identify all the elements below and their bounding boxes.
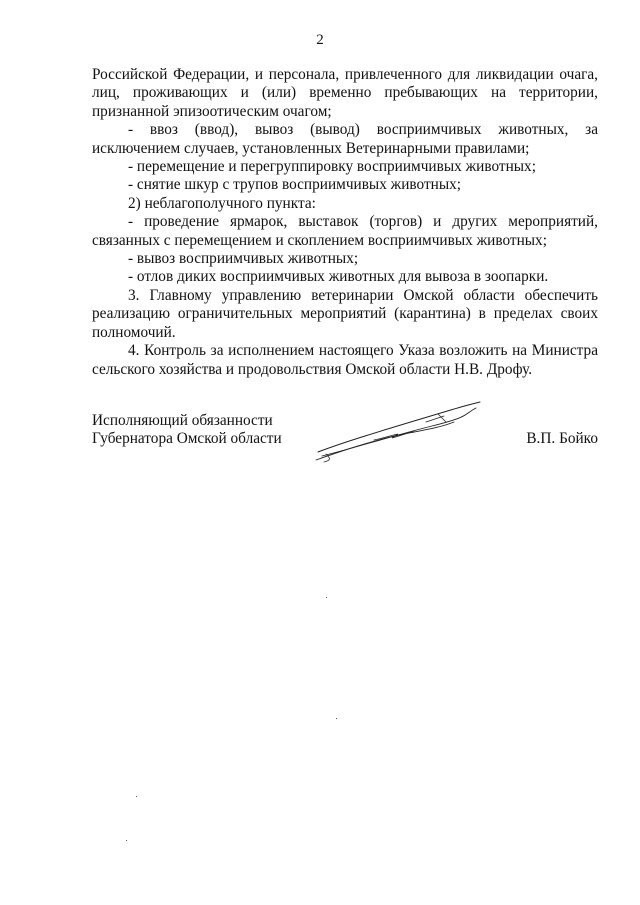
signatory-name: В.П. Бойко: [526, 430, 598, 447]
signatory-title-line: Исполняющий обязанности: [92, 412, 273, 429]
list-item-export-animals: [92, 250, 598, 268]
list-item-wild-capture: [92, 268, 598, 286]
text-line: связанных с перемещением и скоплением восприимчивых животных;: [92, 231, 547, 249]
text-line: - вывоз восприимчивых животных;: [128, 250, 359, 268]
signature-block: [92, 412, 598, 482]
scan-speck: [136, 796, 137, 797]
scan-speck: [326, 597, 327, 598]
text-line: - перемещение и перегруппировку восприимчивых животных;: [128, 158, 536, 176]
text-line: полномочий.: [92, 323, 176, 341]
text-line: - снятие шкур с трупов восприимчивых животных;: [128, 176, 462, 194]
text-line: - проведение ярмарок, выставок (торгов) и других мероприятий,: [128, 213, 598, 231]
list-item-skinning: [92, 176, 598, 194]
text-line: лиц, проживающих и (или) временно пребывающих на территории,: [92, 84, 598, 102]
scan-speck: [126, 840, 127, 841]
text-line: - отлов диких восприимчивых животных для вывоза в зоопарки.: [128, 268, 549, 286]
text-line: признанной эпизоотическим очагом;: [92, 102, 332, 120]
signatory-title-line: Губернатора Омской области: [92, 430, 282, 448]
signatory-title: [92, 412, 282, 449]
text-line: сельского хозяйства и продовольствия Омской области Н.В. Дрофу.: [92, 360, 533, 378]
list-item-regrouping: [92, 158, 598, 176]
text-line: исключением случаев, установленных Ветеринарными правилами;: [92, 139, 530, 157]
list-item-import-export: [92, 121, 598, 158]
clause-4: [92, 342, 598, 379]
text-line: 3. Главному управлению ветеринарии Омской области обеспечить: [128, 286, 598, 304]
text-line: Российской Федерации, и персонала, привлеченного для ликвидации очага,: [92, 66, 598, 83]
text-line: 4. Контроль за исполнением настоящего Указа возложить на Министра: [128, 342, 598, 360]
list-item-fairs: [92, 213, 598, 250]
list-heading-unfavorable-point: [92, 195, 598, 213]
text-line: реализацию ограничительных мероприятий (карантина) в пределах своих: [92, 305, 598, 323]
text-line: 2) неблагополучного пункта:: [128, 194, 316, 212]
page-number: 2: [316, 32, 324, 48]
scan-speck: [336, 718, 337, 719]
document-body: [92, 66, 598, 379]
paragraph-continuation: [92, 66, 598, 121]
handwritten-signature: [314, 400, 484, 480]
clause-3: [92, 287, 598, 342]
text-line: - ввоз (ввод), вывоз (вывод) восприимчивых животных, за: [128, 121, 598, 139]
